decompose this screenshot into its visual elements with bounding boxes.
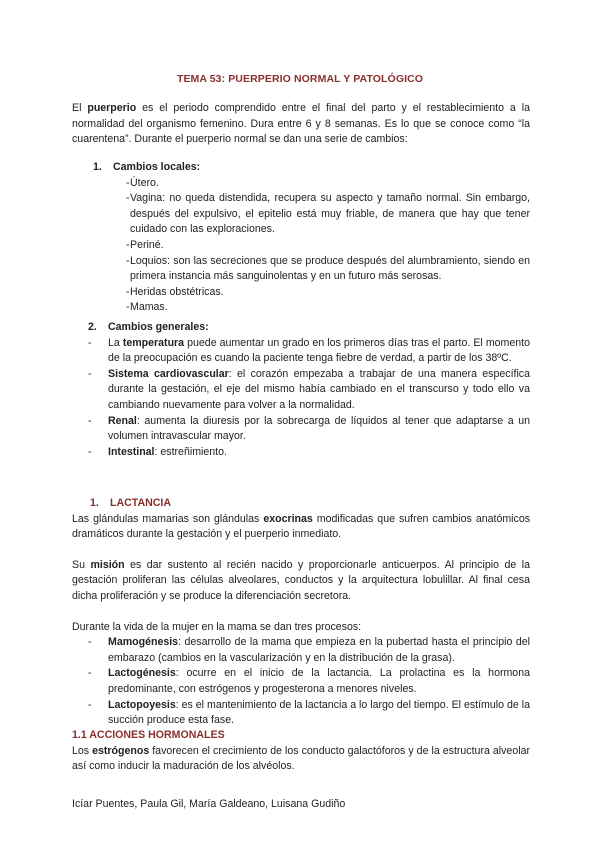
list-item: - Loquios: son las secreciones que se produce después del alumbramiento, siendo en primera instancia más sanguinolentas y en un futuro más serosas. [72, 254, 530, 285]
list-item: - Periné. [72, 238, 530, 254]
lactancia-heading: LACTANCIA [110, 497, 172, 509]
list-item: - Sistema cardiovascular: el corazón empezaba a trabajar de una manera específica durante la gestación, el eje del mismo había cambiado en el transcurso y todo ello va cambiando nuevamente para volver a la normalidad. [72, 367, 530, 414]
acciones-paragraph: Los estrógenos favorecen el crecimiento de los conducto galactóforos y de la estructura alveolar así como inducir la maduración de los alvéolos. [72, 744, 530, 773]
section-cambios-locales [72, 160, 530, 316]
section1-list [72, 176, 530, 316]
list-item: - Útero. [72, 176, 530, 192]
intro-keyword: puerperio [87, 102, 137, 114]
section2-list [72, 336, 530, 461]
list-item: - Mamas. [72, 300, 530, 316]
intro-paragraph [72, 101, 530, 148]
lactancia-paragraph-1: Las glándulas mamarias son glándulas exocrinas modificadas que sufren cambios anatómicos dramáticos durante la gestación y el puerperio inmediato. [72, 512, 531, 541]
section-cambios-generales [72, 320, 530, 460]
section2-heading: Cambios generales: [108, 321, 209, 333]
section1-number: 1. [93, 161, 102, 173]
list-item: - Vagina: no queda distendida, recupera su aspecto y tamaño normal. Sin embargo, después del expulsivo, el epitelio está muy friable, de manera que hay que tener cuidado con las exploraciones. [72, 191, 530, 238]
list-item: - Mamogénesis: desarrollo de la mama que empieza en la pubertad hasta el principio del embarazo (cambios en la vascularización y en la distribución de la grasa). [72, 635, 530, 666]
list-item: - Heridas obstétricas. [72, 285, 530, 301]
list-item: - Lactogénesis: ocurre en el inicio de la lactancia. La prolactina es la hormona predominante, con estrógenos y progesterona a menores niveles. [72, 666, 530, 697]
section1-heading: Cambios locales: [113, 161, 201, 173]
lactancia-number: 1. [90, 497, 99, 509]
list-item: - Intestinal: estreñimiento. [72, 445, 530, 461]
section-lactancia [72, 496, 530, 729]
section2-number: 2. [88, 321, 97, 333]
acciones-heading: 1.1 ACCIONES HORMONALES [72, 729, 225, 741]
lactancia-list [72, 635, 530, 729]
section-acciones-hormonales [72, 728, 530, 775]
lactancia-paragraph-3: Durante la vida de la mujer en la mama se dan tres procesos: [72, 620, 362, 633]
document-title: TEMA 53: PUERPERIO NORMAL Y PATOLÓGICO [176, 73, 424, 85]
footer-authors: Icíar Puentes, Paula Gil, María Galdeano, Luisana Gudiño [72, 798, 346, 810]
list-item: - Renal: aumenta la diuresis por la sobrecarga de líquidos al tener que adaptarse a un volumen intravascular mayor. [72, 414, 530, 445]
lactancia-paragraph-2: Su misión es dar sustento al recién nacido y proporcionarle anticuerpos. Al principio de la gestación proliferan las células alveolares, conductos y la arquitectura lobulillar. Al final cesa dicha proliferación y se produce la diferenciación secretora. [72, 558, 530, 602]
list-item: - Lactopoyesis: es el mantenimiento de la lactancia a lo largo del tiempo. El estímulo de la succión produce esta fase. [72, 698, 530, 729]
list-item: - La temperatura puede aumentar un grado en los primeros días tras el parto. El momento de la preocupación es cuando la paciente tenga fiebre de verdad, a partir de los 38ºC. [72, 336, 530, 367]
intro-text-pre: El [72, 102, 88, 114]
intro-text-post: es el periodo comprendido entre el final del parto y el restablecimiento a la normalidad del organismo femenino. Dura entre 6 y 8 semanas. Es lo que se conoce como “la cuarentena”. Durante el puerperio normal se dan una serie de cambios: [72, 102, 530, 146]
